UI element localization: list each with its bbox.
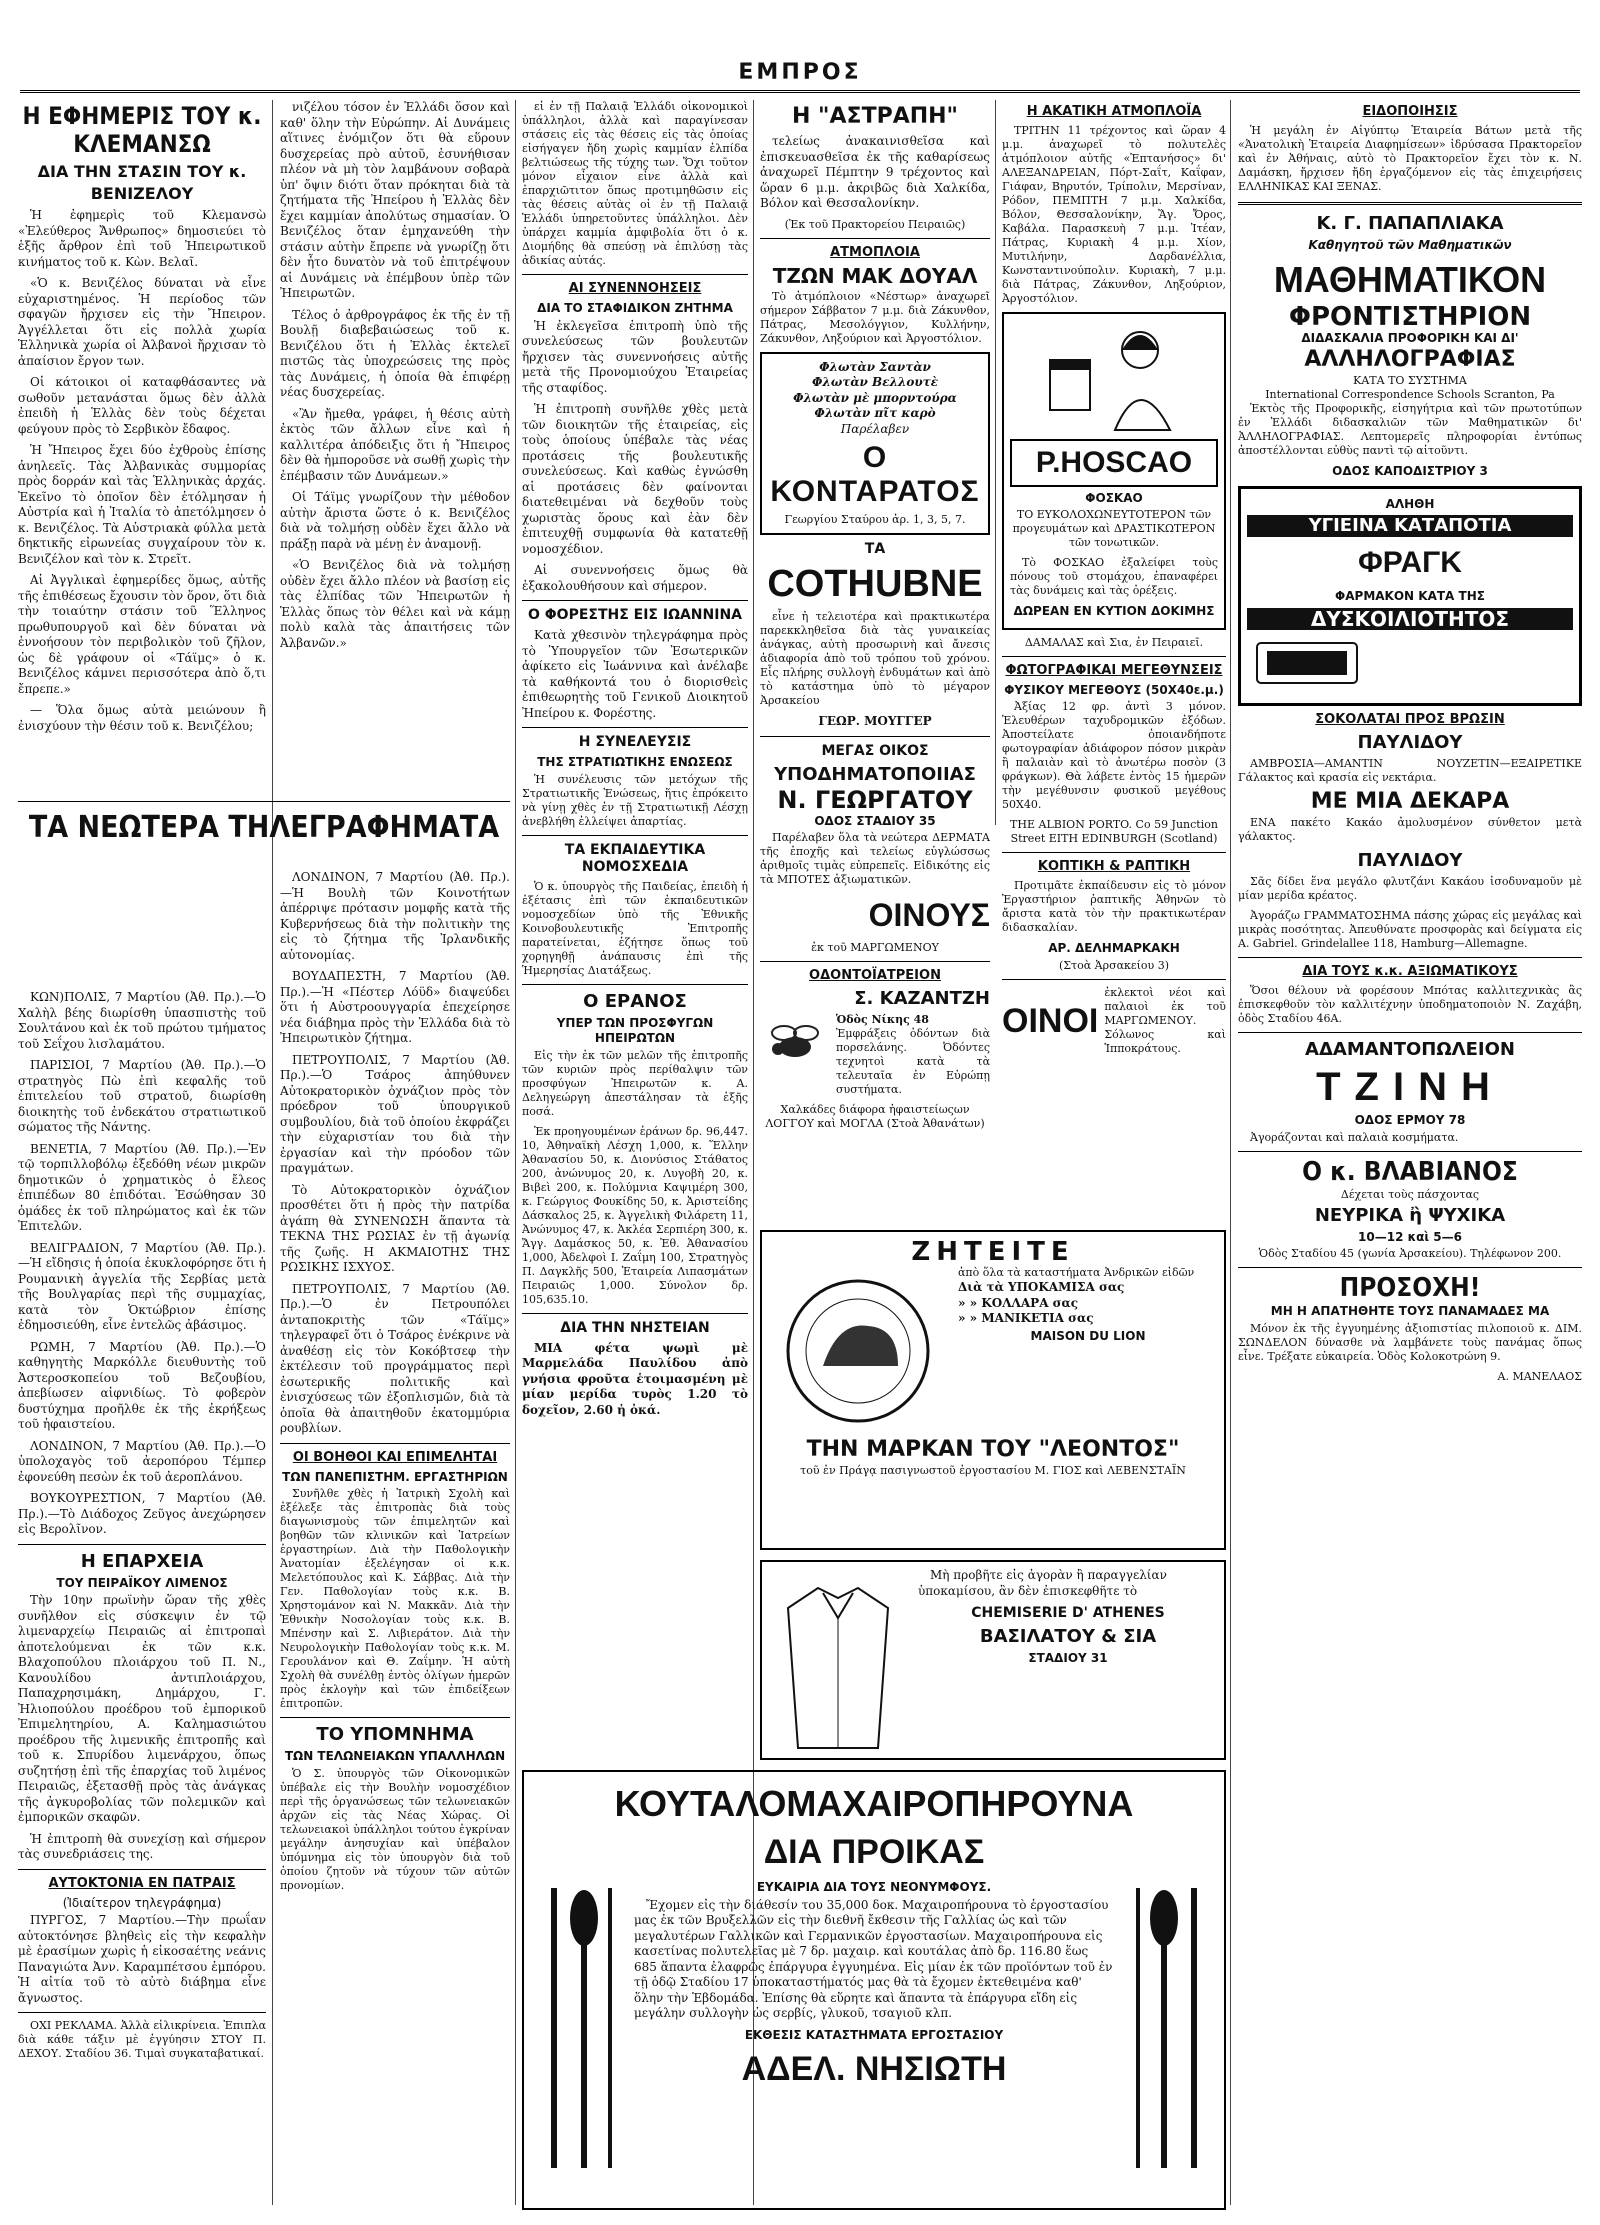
telegram: ΛΟΝΔΙΝΟΝ, 7 Μαρτίου (Ἀθ. Πρ.).—Ὁ ὑπολοχαγὸς τοῦ ἀεροπόρου Τέμπερ ἐφονεύθη πεσὼν ἐκ τοῦ ἀεροπλάνου. <box>18 1438 266 1484</box>
officers-text: Ὅσοι θέλουν νὰ φορέσουν Μπότας καλλιτεχνικὰς ἂς ἐπισκεφθοῦν τὸν καλλιτέχνην ὑποδηματοποιὸν Ν. Ζαχάβη, ὁδὸς Σταδίου 46Α. <box>1238 984 1582 1025</box>
article-paragraph: νιζέλου τόσον ἐν Ἑλλάδι ὅσον καὶ καθ' ὅλην τὴν Εὐρώπην. Αἱ Δυνάμεις αἵτινες ἐνόμιζον ὅτι θὰ εὕρουν δυσχερείας πρὸ αὐτοῦ, ἐσυνήθισαν πλέον νὰ μὴ τὸν λαμβάνουν σοβαρὰ ὑπ' ὄψιν διότι ὅταν πρόκηται διὰ τὰ ζητήματα τῆς Ἠπείρου ἡ Ἑλλὰς δὲν ἔχει καμμίαν ἀπολύτως σημασίαν. Ὁ Βενιζέλος ὅταν ἐμηχανεύθη τὴν στάσιν αὐτὴν ἔπρεπε νὰ γνωρίζῃ ὅτι δὲν ἦτο δυνατὸν νὰ τοῦ ἐπιτρέψουν αἱ Δυνάμεις νὰ ἐπέμβουν ὑπὲρ τῶν Ἠπειρωτῶν. <box>280 100 510 300</box>
vlavianos-hours: 10—12 καὶ 5—6 <box>1358 1229 1462 1244</box>
port-headline: Η ΕΠΑΡΧΕΙΑ <box>80 1550 204 1572</box>
bee-illustration <box>760 1013 830 1073</box>
attention-subheadline: ΜΗ Η ΑΠΑΤΗΘΗΤΕ ΤΟΥΣ ΠΑΝΑΜΑΔΕΣ ΜΑ <box>1270 1304 1550 1318</box>
chemiserie-text: Μὴ προβῆτε εἰς ἀγορὰν ἢ παραγγελίαν ὑποκαμίσου, ἂν δὲν ἐπισκεφθῆτε τὸ <box>918 1568 1167 1598</box>
assembly-headline: Η ΣΥΝΕΛΕΥΣΙΣ <box>578 734 692 750</box>
georgatos-name: Ν. ΓΕΩΡΓΑΤΟΥ <box>777 785 973 814</box>
column-5 <box>1002 100 1226 1230</box>
wines-word: ΟΙΝΟΙ <box>1002 1001 1099 1040</box>
fundraiser-subheadline: ΥΠΕΡ ΤΩΝ ΠΡΟΣΦΥΓΩΝ ΗΠΕΙΡΩΤΩΝ <box>556 1015 714 1045</box>
article-paragraph: Ὁ κ. ὑπουργὸς τῆς Παιδείας, ἐπειδὴ ἡ ἐξέτασις ἐπὶ τῶν ἐκπαιδευτικῶν νομοσχεδίων ὑπὸ τῆς Ἐθνικῆς Κοινοβουλευτικῆς Ἐπιτροπῆς παρατείνεται, ἐζήτησε ὅπως τοῦ χορηγηθῇ ἀνάπαυσις ἐπὶ τῆς Ἡμερησίας Διατάξεως. <box>522 879 748 977</box>
fabric-line: Φλωτὰν πῖτ καρὸ <box>814 406 936 420</box>
article-paragraph: Οἱ κάτοικοι οἱ καταφθάσαντες νὰ σωθοῦν μετανάσται ὅμως δὲν ἀλλὰ ἐπειδὴ ἡ Ἑλλὰς δὲν τοὺς δέχεται φεύγουν πρὸς τὸ Σερβικὸν ἔδαφος. <box>18 375 266 436</box>
icc-label: International Correspondence Schools Scranton, Pa <box>1265 388 1555 401</box>
frank-sub: ΦΑΡΜΑΚΟΝ ΚΑΤΑ ΤΗΣ <box>1335 589 1485 603</box>
lion-brand-ad <box>760 1230 1226 1550</box>
kontaratos-ad <box>760 352 990 536</box>
akt-text: ΤΡΙΤΗΝ 11 τρέχοντος καὶ ὥραν 4 μ.μ. ἀναχωρεῖ τὸ πολυτελὲς ἀτμόπλοιον αὐτῆς «Ἑπτανήσος» δι' ΑΛΕΞΑΝΔΡΕΙΑΝ, Πόρτ-Σαΐτ, Καΐφαν, Γιάφαν, Βηρυτόν, Τρίπολιν, Μερσίναν, Ρόδον, ΠΕΜΠΤΗ 7 μ.μ. Χαλκίδα, Βόλον, Θεσσαλονίκην, Ἅγ. Ὄρος, Καβάλα. Παρασκευὴ 7 μ.μ. Ἰτέαν, Πάτρας, Κυριακὴ 4 μ.μ. Χίον, Μυτιλήνην, Δαρδανέλλια, Κωνσταντινούπολιν. Κυριακὴ, 7 μ.μ. διὰ Πάτρας, Ζάκυνθον, Ληξούριον, Ἀργοστόλιον. <box>1002 124 1226 305</box>
column-rule <box>995 100 996 825</box>
column-6 <box>1238 100 1582 2200</box>
phoscao-free: ΔΩΡΕΑΝ ΕΝ ΚΥΤΙΟΝ ΔΟΚΙΜΗΣ <box>1013 604 1215 618</box>
furniture-ad: ΟΧΙ ΡΕΚΛΑΜΑ. Ἀλλὰ εἰλικρίνεια. Ἐπιπλα διὰ κάθε τάξιν μὲ ἐγγύησιν ΣΤΟΥ Π. ΔΕΧΟΥ. Σταδίου 36. Τιμαὶ συγκαταβατικαί. <box>18 2019 266 2060</box>
raisin-subheadline: ΔΙΑ ΤΟ ΣΤΑΦΙΔΙΚΟΝ ΖΗΤΗΜΑ <box>537 301 733 315</box>
article-paragraph: Ἡ Ἤπειρος ἔχει δύο ἐχθροὺς ἐπίσης ἀνηλεεῖς. Τὰς Ἀλβανικὰς συμμορίας πρὸς δορράν καὶ τὰς Ἑλληνικὰς ἀρχάς. Ἐκεῖνο τὸ ὁποῖον δὲν ἐτόλμησαν ἡ Αὐστρία καὶ ἡ Ἰταλία τὸ ἀπετόλμησεν ὁ κ. Βενιζέλος. Τὰ Αὐστριακὰ φύλλα μετὰ δηκτικῆς εἰρωνείας συγχαίρουν τὸν κ. Βενιζέλον καὶ τὸν κ. Στρεῖτ. <box>18 443 266 566</box>
clemenceau-subheadline: ΔΙΑ ΤΗΝ ΣΤΑΣΙΝ ΤΟΥ κ. ΒΕΝΙΖΕΛΟΥ <box>37 162 247 203</box>
notice-headline: ΕΙΔΟΠΟΙΗΣΙΣ <box>1362 104 1458 119</box>
lion-item: Διὰ τὰ ΥΠΟΚΑΜΙΣΑ σας <box>958 1280 1125 1294</box>
article-paragraph: Οἱ Τάϊμς γνωρίζουν τὴν μέθοδον αὐτὴν ἄριστα ὥστε ὁ κ. Βενιζέλος διὰ νὰ τολμήσῃ οὐδὲν ἔχει ἄλλο νὰ πράξῃ παρὰ νὰ μένῃ ἐν ἀναμονῇ. <box>280 490 510 551</box>
jeweller-name: ΤΖΙΝΗ <box>1316 1065 1504 1109</box>
cutlery-illustration-left <box>534 1878 624 2178</box>
papapliaka-name: Κ. Γ. ΠΑΠΑΠΛΙΑΚΑ <box>1316 213 1504 234</box>
officers-headline: ΔΙΑ ΤΟΥΣ κ.κ. ΑΞΙΩΜΑΤΙΚΟΥΣ <box>1302 964 1518 979</box>
telegram: ΚΩΝ)ΠΟΛΙΣ, 7 Μαρτίου (Ἀθ. Πρ.).—Ὁ Χαλὴλ βέης διωρίσθη ὑπασπιστὴς τοῦ Σουλτάνου καὶ ἐκ τοῦ πρώτου τμήματος τοῦ Σεΐχου λισλαμάτου. <box>18 990 266 1051</box>
jeweller-headline: ΑΔΑΜΑΝΤΟΠΩΛΕΙΟΝ <box>1305 1039 1515 1060</box>
cothurne-label: ΤΑ <box>864 541 886 557</box>
fabric-line: Φλωτὰν Σαντὰν <box>819 359 931 374</box>
dentist-footer: Χαλκάδες διάφορα ἡφαιστείωςων ΛΟΓΓΟΥ καὶ ΜΟΓΛΑ (Στοὰ Ἀθανάτων) <box>765 1103 985 1130</box>
astrapi-headline: Η "ΑΣΤΡΑΠΗ" <box>791 104 959 129</box>
column-rule <box>515 100 516 2205</box>
article-paragraph: «Ὁ Βενιζέλος διὰ νὰ τολμήσῃ οὐδὲν ἔχει ἄλλο πλέον νὰ βασίσῃ εἰς τὰς ἐλπίδας τῶν Ἠπειρωτῶν ἡ Ἑλλὰς ὅπως τὸν θέλει καὶ νὰ κάμῃ πολὺ καλὰ τὰς ἀπαιτήσεις τῶν Ἀλβανῶν.» <box>280 558 510 650</box>
lion-headline: ΖΗΤΕΙΤΕ <box>911 1237 1075 1267</box>
cothurne-text: εἶνε ἡ τελειοτέρα καὶ πρακτικωτέρα παρεκκληθεῖσα διὰ τὰς γυναικείας ἀνάγκας, αὐτὴ προσωρινὴ καὶ ἄνεσις ἀδιαφορία ἀπὸ τοῦ τρόπου τοῦ χρόνου. Εἶς πλήρης συλλογὴ ἐνδυμάτων καὶ ἀπὸ τὸ κατάστημα ὑπὸ τὸ μέγαρον Ἀρσακείου <box>760 610 990 707</box>
forestis-headline: Ο ΦΟΡΕΣΤΗΣ ΕΙΣ ΙΩΑΝΝΙΝΑ <box>527 607 743 623</box>
article-paragraph: εἰ ἐν τῇ Παλαιᾷ Ἑλλάδι οἰκονομικοὶ ὑπάλληλοι, ἀλλὰ καὶ παραγίνεσαν στάσεις εἰς τὰς θέσεις εἰς τὰς ὁποίας εἰσήγαγεν ἤδη χωρὶς καμμίαν ἐλπίδα βελτιώσεως τῆς τύχης των. Ὅχι τοῦτον μόνον εἶχαιον εἶνε ἀλλὰ καὶ ἐπαρχιῶτιτον ὅπως προτιμηθῶσιν εἰς τὰς θέσεις αὐτὰς οἱ ἐν τῇ Παλαιᾷ Ἑλλάδι ὑπηρετοῦντες ὑπάλληλοι. Δὲν ὑπάρχει καμμία ἀμφιβολία ὅτι ὁ κ. Διομήδης θὰ σπεύσῃ νὰ ἐπιλύσῃ τὰς ἀδικίας αὐτάς. <box>522 100 748 267</box>
phoscao-sub: ΦΟΣΚΑΟ <box>1085 490 1143 505</box>
assembly-subheadline: ΤΗΣ ΣΤΡΑΤΙΩΤΙΚΗΣ ΕΝΩΣΕΩΣ <box>537 755 733 769</box>
assistants-headline: ΟΙ ΒΟΗΘΟΙ ΚΑΙ ΕΠΙΜΕΛΗΤΑΙ <box>292 1449 498 1465</box>
cothurne-name: COTHUBNE <box>767 563 983 605</box>
raisin-headline: ΑΙ ΣΥΝΕΝΝΟΗΣΕΙΣ <box>568 281 702 296</box>
article-paragraph: «Ἂν ἤμεθα, γράφει, ἡ θέσις αὐτὴ ἐκτὸς τῶν ἄλλων εἶνε καὶ ἡ καλλιτέρα ἀπόδειξις ὅτι ἡ Ἤπειρος δὲν θὰ ἠμποροῦσε νὰ σωθῇ χωρὶς τὴν ἐπέμβασιν τῶν Δυνάμεων.» <box>280 406 510 483</box>
phoscao-text: ΤΟ ΕΥΚΟΛΟΧΩΝΕΥΤΟΤΕΡΟΝ τῶν προγευμάτων καὶ ΔΡΑΣΤΙΚΩΤΕΡΟΝ τῶν τονωτικῶν. <box>1012 508 1216 549</box>
column-rule <box>1230 100 1231 2205</box>
akt-headline: Η ΑΚΑΤΙΚΗ ΑΤΜΟΠΛΟΪΑ <box>1026 104 1202 119</box>
telegrams-header-block <box>18 795 510 855</box>
received-label: Παρέλαβεν <box>840 421 910 436</box>
chocolate-headline: ΣΟΚΟΛΑΤΑΙ ΠΡΟΣ ΒΡΩΣΙΝ <box>1315 712 1505 727</box>
lion-seal-illustration <box>768 1266 948 1436</box>
lion-item: » » ΚΟΛΛΑΡΑ σας <box>958 1295 1079 1310</box>
masthead-rule <box>20 90 1580 93</box>
column-2-lower <box>280 870 510 2200</box>
chemiserie-owner: ΒΑΣΙΛΑΤΟΥ & ΣΙΑ <box>979 1626 1157 1647</box>
chocolate-brand: ΠΑΥΛΙΔΟΥ <box>1357 732 1463 753</box>
article-paragraph: Συνῆλθε χθὲς ἡ Ἰατρικὴ Σχολὴ καὶ ἐξέλεξε τὰς ἐπιτροπὰς διὰ τοὺς διαγωνισμοὺς τῶν ἐπιμελητῶν καὶ βοηθῶν τῶν κλινικῶν καὶ Ἰατρείων ἐργαστηρίων. Διὰ τὴν Παθολογικὴν Ἀνατομίαν ἐξελέγησαν οἱ κ.κ. Μελετόπουλος καὶ Κ. Σάββας. Διὰ τὴν Γεν. Παθολογίαν τοὺς κ.κ. Β. Χρηστομάνον καὶ Ν. Μακκᾶν. Διὰ τὴν Ἐθνικὴν Νοσολογίαν τοὺς κ.κ. Β. Μπένσην καὶ Σ. Λιβιεράτον. Διὰ τὴν Νευρολογικὴν Παθολογίαν τοὺς κ.κ. Μ. Γερουλάνον καὶ Θ. Ζαΐμην. Ἡ αὐτὴ Σχολὴ θὰ συνέλθῃ ἐντὸς ὀλίγων ἡμερῶν πρὸς ἐκλογὴν καὶ τῶν ἐπιδείξεων ἐπιτροπῶν. <box>280 1487 510 1710</box>
tailoring-text: Προτιμᾶτε ἐκπαίδευσιν εἰς τὸ μόνον Ἐργαστήριον ῥαπτικῆς Ἀθηνῶν τὸ ἄριστα κατὰ τὸν τὴν πρακτικωτέραν διδασκαλίαν. <box>1002 879 1226 934</box>
photo-text: Ἀξίας 12 φρ. ἀντὶ 3 μόνον. Ἐλευθέρων ταχυδρομικῶν ἐξόδων. Ἀποστείλατε ὁποιανδήποτε φωτογραφίαν ἀδιάφορον πόσον μικρὰν ἢ παλαιὰν καὶ τὸ ἀνωτέρω ποσὸν (3 φράγκων). Θὰ λάβετε ἐντὸς 15 ἡμερῶν τὴν μεγέθυνσιν φυσικοῦ μεγέθους 50Χ40. <box>1002 700 1226 811</box>
stamps-ad: Ἀγοράζω ΓΡΑΜΜΑΤΟΣΗΜΑ πάσης χώρας εἰς μεγάλας καὶ μικρὰς ποσότητας. Ἀπευθύνατε προσφορὰς καὶ δείγματα εἰς A. Gabriel. Grindelallee 118, Hamburg—Allemagne. <box>1238 909 1582 950</box>
fabric-line: Φλωτὰν Βελλουτὲ <box>811 375 939 389</box>
dentist-name: Σ. ΚΑΖΑΝΤΖΗ <box>854 988 990 1009</box>
article-paragraph: Ἡ συνέλευσις τῶν μετόχων τῆς Στρατιωτικῆς Ἑνώσεως, ἥτις ἐπρόκειτο νὰ γίνῃ χθὲς ἐν τῇ Στρατιωτικῇ Λέσχῃ ἀνεβλήθη ἐλλείψει ἀπαρτίας. <box>522 772 748 828</box>
frank-pills-ad <box>1238 486 1582 707</box>
patras-headline: ΑΥΤΟΚΤΟΝΙΑ ΕΝ ΠΑΤΡΑΙΣ <box>48 1875 236 1891</box>
cothurne-signature: ΓΕΩΡ. ΜΟΥΓΓΕΡ <box>818 714 932 728</box>
article-paragraph: Ὁ Σ. ὑπουργὸς τῶν Οἰκονομικῶν ὑπέβαλε εἰς τὴν Βουλὴν νομοσχέδιον περὶ τῆς ὀργανώσεως τῶν τελωνειακῶν ἀρχῶν εἰς τὰς Νέας Χώρας. Οἱ τελωνειακοὶ ὑπάλληλοι τούτου ἐγκρίναν μεγάλην ἀνησυχίαν καὶ ὑπέβαλον ὑπόμνημα εἰς τὸν ὑπουργὸν διὰ τοῦ ὁποίου ζητοῦν νὰ τύχουν τῶν αὐτῶν προνομίων. <box>280 1766 510 1892</box>
tailoring-headline: ΚΟΠΤΙΚΗ & ΡΑΠΤΙΚΗ <box>1037 859 1191 874</box>
cutlery-headline: ΚΟΥΤΑΛΟΜΑΧΑΙΡΟΠΗΡΟΥΝΑ <box>614 1783 1134 1824</box>
wines-word: ΟΙΝΟΥΣ <box>868 897 990 933</box>
vlavianos-name: Ο κ. ΒΛΑΒΙΑΝΟΣ <box>1302 1156 1518 1187</box>
frank-dys: ΔΥΣΚΟΙΛΙΟΤΗΤΟΣ <box>1247 608 1573 630</box>
dentist-headline: ΟΔΟΝΤΟΪΑΤΡΕΙΟΝ <box>809 968 941 983</box>
fabric-line: Φλωτὰν μὲ μπορντούρα <box>793 390 957 405</box>
papapliaka-title: Καθηγητοῦ τῶν Μαθηματικῶν <box>1308 238 1512 252</box>
cocoa-text: Σᾶς δίδει ἕνα μεγάλο φλυτζάνι Κακάου ἰσοδυναμοῦν μὲ μίαν μερίδα κρέατος. <box>1238 875 1582 902</box>
kontaratos-address: Γεωργίου Σταύρου ἀρ. 1, 3, 5, 7. <box>784 513 966 526</box>
woman-illustration <box>1010 320 1210 430</box>
telegram: Τὸ Αὐτοκρατορικὸν ὀχνάζιον προσθέτει ὅτι ἡ πρὸς τὴν πατρίδα ἀγάπη θὰ ΣΥΝΕΝΩΣΗ ἅπαντα τὰ ΤΕΚΝΑ ΤΗΣ ΡΩΣΙΑΣ ἐν τῇ ἀγωνίᾳ τῆς ζωῆς. Η ΑΚΜΑΙΟΤΗΣ ΤΗΣ ΡΩΣΙΚΗΣ ΙΣΧΥΟΣ. <box>280 1182 510 1274</box>
telegram: ΛΟΝΔΙΝΟΝ, 7 Μαρτίου (Ἀθ. Πρ.).—Ἡ Βουλὴ τῶν Κοινοτήτων ἀπέρριψε πρότασιν μομφῆς κατὰ τῆς Κυβερνήσεως διὰ τὴν πολιτικὴν της εἰς τὸ ζήτημα τῆς Ἰρλανδικῆς αὐτονομίας. <box>280 870 510 962</box>
dentist-text: Ἐμφράξεις ὀδόντων διὰ πορσελάνης. Ὀδόντες τεχνητοὶ κατὰ τὰ τελευταῖα ἐν Εὐρώπῃ συστήματα. <box>836 1027 990 1096</box>
column-rule <box>272 100 273 2205</box>
dekara-headline: ΜΕ ΜΙΑ ΔΕΚΑΡΑ <box>1310 789 1510 814</box>
photo-address: THE ALBION PORTO. Co 59 Junction Street EITH EDINBURGH (Scotland) <box>1010 818 1218 845</box>
lion-brand-line: ΤΗΝ ΜΑΡΚΑΝ ΤΟΥ "ΛΕΟΝΤΟΣ" <box>806 1437 1180 1462</box>
frank-headline: ΥΓΙΕΙΝΑ ΚΑΤΑΠΟΤΙΑ <box>1247 515 1573 537</box>
cutlery-subheadline: ΔΙΑ ΠΡΟΙΚΑΣ <box>763 1833 985 1871</box>
cutlery-text: Ἔχομεν εἰς τὴν διάθεσίν του 35,000 δοκ. Μαχαιροπήρουνα τὸ ἐργοστασίου μας ἐκ τῶν Βρυξελλῶν εἰς τὴν διεθνῆ ἔκθεσιν τῆς Γαλλίας ὡς καὶ τῶν μεγαλυτέρων Γαλλικῶν καὶ Γερμανικῶν ἐργοστασίων. Μαχαιροπήρουνα εἰς κασετίνας πολυτελεῖας μὲ 7 δρ. μαχαιρ. καὶ κουτάλας ἀπὸ δρ. 116.80 ἕως 685 ἅπαντα ἐλαφρῶς ἐπάργυρα ἐγγυημένα. Εἰς μίαν ἐκ τῶν προϊόντων τοῦ ἐν τῇ ὁδῷ Σταδίου 17 ὑποκαταστήματός μας θὰ τὰ ἔχομεν ἐκτεθειμένα καθ' ὅλην τὴν Ἑβδομάδα. Ἐπίσης θὰ εὕρητε καὶ ἅπαντα τὰ ἐπάργυρα εἴδη εἰς μεγάλην συλλογὴν ὡς σερβίς, γλυκοῦ, τσαγιοῦ κλπ. <box>634 1897 1113 2020</box>
column-3 <box>522 100 748 1417</box>
article-paragraph: Ἡ ἐπιτροπὴ συνῆλθε χθὲς μετὰ τῶν διοικητῶν τῆς ἑταιρείας, εἰς τοὺς ὁποίους ὑπέβαλε τὰς νέας προτάσεις τῆς βουλευτικῆς συνελεύσεως. Καὶ καθὼς ἐγνώσθη αἱ προτάσεις δὲν φαίνονται διατεθειμέναι νὰ δεχθοῦν τοὺς χωριστὰς ὅρους καὶ ἐὰν δὲν ἐπιτευχθῇ συμφωνία θὰ κατατεθῇ νομοσχέδιον. <box>522 402 748 556</box>
education-headline: ΤΑ ΕΚΠΑΙΔΕΥΤΙΚΑ ΝΟΜΟΣΧΕΔΙΑ <box>564 841 706 875</box>
cutlery-lead: ΕΥΚΑΙΡΙΑ ΔΙΑ ΤΟΥΣ ΝΕΟΝΥΜΦΟΥΣ. <box>756 1880 992 1894</box>
tailoring-address: (Στοὰ Ἀρσακείου 3) <box>1058 958 1170 972</box>
port-subheadline: ΤΟΥ ΠΕΙΡΑΪΚΟΥ ΛΙΜΕΝΟΣ <box>56 1575 228 1590</box>
notice-text: Ἡ μεγάλη ἐν Αἰγύπτῳ Ἑταιρεία Βάτων μετὰ τῆς «Ἀνατολικὴ Ἑταιρεία Διαφημίσεων» ἱδρύσασα Πρακτορεῖον καὶ ἐν Ἀθήναις, αὐτὸ τὸ Πρακτορεῖον ἔχει τὸν κ. Ν. Δαμάσκη, ἤρχισεν ἤδη ἐργαζόμενον εἰς τὰς ἐπιχειρήσεις ΕΛΛΗΝΙΚΑΣ ΚΑΙ ΞΕΝΑΣ. <box>1238 124 1582 193</box>
steamship-headline: ΑΤΜΟΠΛΟΙΑ <box>830 244 920 260</box>
article-paragraph: τελείως ἀνακαινισθεῖσα καὶ ἐπισκευασθεῖσα ἐκ τῆς καθαρίσεως ἀναχωρεῖ Πέμπτην 9 τρέχοντος καὶ ὥραν 6 μ.μ. ἀκριβῶς διὰ Χαλκίδα, Βόλον καὶ Θεσσαλονίκην. <box>760 134 990 210</box>
article-paragraph: Αἱ συνεννοήσεις ὅμως θὰ ἐξακολουθήσουν καὶ σήμερον. <box>522 563 748 593</box>
donations-list: Ἐκ προηγουμένων ἐράνων δρ. 96,447. 10, Ἀθηναϊκὴ Λέσχη 1,000, κ. Ἕλλην Ἀθανασίου 50, κ. Διονύσιος Στάθατος 200, ἀνώνυμος 20, κ. Λυγοβὴ 20, κ. Βιβεὶ 200, κ. Πολύμνια Καψιμέρη 300, κ. Γεώργιος Φουκίδης 50, κ. Ἀριστείδης Δάσκαλος 25, κ. Ἀγγελικὴ Φιλάρετη 11, Ἀνώνυμος 47, κ. Ἀκλέα Σερπιέρη 300, κ. Ἄγγ. Δαμάσκος 50, κ. Ἐθ. Ἀθανασίου 1,000, Ἀδελφοὶ Ι. Ζαΐμη 100, Στρατηγὸς Π. Δαγκλῆς 500, Ἑταιρεία Λιπασμάτων Πειραιῶς 1,000. Σύνολον δρ. 105,635.10. <box>522 1124 748 1306</box>
macdouall-name: ΤΖΩΝ ΜΑΚ ΔΟΥΑΛ <box>772 263 978 288</box>
math-word: ΜΑΘΗΜΑΤΙΚΟΝ <box>1273 258 1547 300</box>
article-paragraph: Τέλος ὁ ἀρθρογράφος ἐκ τῆς ἐν τῇ Βουλῇ διαβεβαιώσεως τοῦ κ. Βενιζέλου ὅτι ἡ Ἑλλὰς ἐκτελεῖ πιστῶς τὰς ὑποχρεώσεις της πρὸς τὰς Δυνάμεις, ἡ ὁποία θὰ ἐπιφέρῃ νέας δυσχερείας. <box>280 307 510 399</box>
correspondence-word: ΑΛΛΗΛΟΓΡΑΦΙΑΣ <box>1304 347 1516 372</box>
phoscao-text: Τὸ ΦΟΣΚΑΟ ἐξαλείφει τοὺς πόνους τοῦ στομάχου, ἐπαναφέρει τὰς δυνάμεις καὶ τὰς ὀρέξεις. <box>1010 556 1218 597</box>
frontistirion-sub: ΔΙΔΑΣΚΑΛΙΑ ΠΡΟΦΟΡΙΚΗ ΚΑΙ ΔΙ' <box>1301 330 1519 345</box>
column-4 <box>760 100 990 1230</box>
phoscao-address: ΔΑΜΑΛΑΣ καὶ Σια, ἐν Πειραιεῖ. <box>1024 635 1204 649</box>
lion-text: ἀπὸ ὅλα τὰ καταστήματα Ἀνδρικῶν εἰδῶν <box>958 1266 1195 1279</box>
tailoring-name: ΑΡ. ΔΕΛΗΜΑΡΚΑΚΗ <box>1048 941 1180 955</box>
lion-item: » » ΜΑΝΙΚΕΤΙΑ σας <box>958 1311 1094 1325</box>
lion-brand-sub: τοῦ ἐν Πράγᾳ πασιγνωστοῦ ἐργοστασίου Μ. ΓΙΟΣ καὶ ΛΕΒΕΝΣΤΑΪΝ <box>800 1464 1186 1477</box>
shirt-illustration <box>768 1568 908 1753</box>
telegram: ΠΕΤΡΟΥΠΟΛΙΣ, 7 Μαρτίου (Ἀθ. Πρ.).—Ὁ Τσάρος ἀπηύθυνεν Αὐτοκρατορικὸν ὀχνάζιον πρὸς τὸν πρόεδρον τοῦ ὑπουργικοῦ συμβουλίου, διὰ τοῦ ὁποίου ἐκφράζει τὴν εὐχαριστίαν του διὰ τὴν ἐργασίαν καὶ τὴν πρόοδον τῶν πραγμάτων. <box>280 1052 510 1175</box>
telegram: ΠΑΡΙΣΙΟΙ, 7 Μαρτίου (Ἀθ. Πρ.).—Ὁ στρατηγὸς Πὼ ἐπὶ κεφαλῆς τοῦ ἐπιτελείου τοῦ στρατοῦ, διωρίσθη διοικητὴς τοῦ ἐνδεκάτου στρατιωτικοῦ σώματος τῆς Νάντης. <box>18 1058 266 1134</box>
photo-headline: ΦΩΤΟΓΡΑΦΙΚΑΙ ΜΕΓΕΘΥΝΣΕΙΣ <box>1005 662 1223 678</box>
telegram: ΒΟΥΔΑΠΕΣΤΗ, 7 Μαρτίου (Ἀθ. Πρ.).—Ἡ «Πέστερ Λόϋδ» διαψεύδει ὅτι ἡ Αὐστροουγγαρία ἐπεχείρησε νέα διάβημα πρὸς τὴν Ἑλλάδα διὰ τὸ Ἠπειρωτικὸν ζήτημα. <box>280 969 510 1045</box>
telegrams-headline: ΤΑ ΝΕΩΤΕΡΑ ΤΗΛΕΓΡΑΦΗΜΑΤΑ <box>28 810 500 845</box>
assistants-subheadline: ΤΩΝ ΠΑΝΕΠΙΣΤΗΜ. ΕΡΓΑΣΤΗΡΙΩΝ <box>282 1469 508 1484</box>
telegram: ΒΕΝΕΤΙΑ, 7 Μαρτίου (Ἀθ. Πρ.).—Ἐν τῷ τορπιλλοβόλῳ ἐξεδόθη νέων μικρῶν δημοτικῶν ὁ χρηματικὸς ὁ ἔλεος ἐπιπέδων 80 ἐπιδόται. Ἐσώθησαν 30 ὁμάδες ἐκ τοῦ πληρώματος καὶ ἐκ τῶν Ἐπιτελῶν. <box>18 1141 266 1233</box>
article-paragraph: — Ὅλα ὅμως αὐτὰ μειώνουν ἢ ἐνισχύουν τὴν θέσιν τοῦ κ. Βενιζέλου; <box>18 703 266 733</box>
system-label: ΚΑΤΑ ΤΟ ΣΥΣΤΗΜΑ <box>1353 374 1467 387</box>
georgatos-address: ΟΔΟΣ ΣΤΑΔΙΟΥ 35 <box>814 813 936 828</box>
cutlery-illustration-right <box>1124 1878 1214 2178</box>
lion-seal-text: MAISON DU LION <box>1030 1328 1146 1343</box>
attention-headline: ΠΡΟΣΟΧΗ! <box>1339 1273 1481 1303</box>
shoe-house-subheadline: ΥΠΟΔΗΜΑΤΟΠΟΙΙΑΣ <box>774 763 976 785</box>
article-paragraph: Κατὰ χθεσινὸν τηλεγράφημα πρὸς τὸ Ὑπουργεῖον τῶν Ἐσωτερικῶν ἀφίκετο εἰς Ἰωάννινα καὶ ἀνέλαβε τὰ καθήκοντά του ὁ διορισθεὶς ἐπιθεωρητὴς τοῦ Γενικοῦ Διοικητοῦ Ἠπείρου κ. Φορέστης. <box>522 628 748 720</box>
photo-subheadline: ΦΥΣΙΚΟΥ ΜΕΓΕΘΟΥΣ (50Χ40ε.μ.) <box>1004 682 1224 697</box>
patras-subheadline: (Ἰδιαίτερον τηλεγράφημα) <box>62 1895 222 1910</box>
chocolate-text: ΑΜΒΡΟΣΙΑ—ΑΜΑΝΤΙΝ ΝΟΥΖΕΤΙΝ—ΕΞΑΙΡΕΤΙΚΕ Γάλακτος καὶ κρασία εἰς νεκτάρια. <box>1238 757 1582 784</box>
chemiserie-address: ΣΤΑΔΙΟΥ 31 <box>1028 1651 1108 1665</box>
frank-top: ΑΛΗΘΗ <box>1385 496 1435 511</box>
article-note: (Ἐκ τοῦ Πρακτορείου Πειραιῶς) <box>784 217 966 231</box>
cutlery-ad <box>522 1770 1226 2210</box>
wines-text: ἐκλεκτοὶ νέοι καὶ παλαιοὶ ἐκ τοῦ ΜΑΡΓΩΜΕΝΟΥ. Σόλωνος καὶ Ἱπποκράτους. <box>1104 985 1226 1055</box>
vlavianos-address: Ὁδὸς Σταδίου 45 (γωνία Ἀρσακείου). Τηλέφωνον 200. <box>1258 1247 1562 1260</box>
article-paragraph: Τὸ ἀτμόπλοιον «Νέστωρ» ἀναχωρεῖ σήμερον Σάββατον 7 μ.μ. διὰ Ζάκυνθον, Πάτρας, Μεσολόγγιον, Κυλλήνην, Ζάκυνθον, Ληξούριον καὶ Ἀργοστόλιον. <box>760 289 990 345</box>
telegram: ΒΟΥΚΟΥΡΕΣΤΙΟΝ, 7 Μαρτίου (Ἀθ. Πρ.).—Τὸ Διάδοχος Ζεῦγος ἀνεχώρησεν εἰς Βερολῖνον. <box>18 1491 266 1536</box>
dentist-address: Ὁδὸς Νίκης 48 <box>836 1013 929 1026</box>
papapliaka-address: ΟΔΟΣ ΚΑΠΟΔΙΣΤΡΙΟΥ 3 <box>1332 464 1488 478</box>
article-paragraph: Ἡ ἐπιτροπὴ θὰ συνεχίσῃ καὶ σήμερον τὰς συνεδριάσεις της. <box>18 1831 266 1861</box>
dekara-text: ΕΝΑ πακέτο Κακάο ἀμολυσμένον σύνθετον μετὰ γάλακτος. <box>1238 816 1582 843</box>
chemiserie-name: CHEMISERIE D' ATHENES <box>971 1605 1165 1621</box>
chemiserie-ad <box>760 1560 1226 1760</box>
marmalade-ad: ΜΙΑ φέτα ψωμὶ μὲ Μαρμελάδα Παυλίδου ἀπὸ γνήσια φροῦτα ἑτοιμασμένη μὲ μίαν μερίδα τυρὸς 1.20 τὸ δοχεῖον, 2.60 ἡ ὀκά. <box>522 1340 748 1417</box>
shoe-house-headline: ΜΕΓΑΣ ΟΙΚΟΣ <box>821 742 929 759</box>
article-paragraph: Ἡ ἐφημερὶς τοῦ Κλεμανσὼ «Ἐλεύθερος Ἄνθρωπος» δημοσιεύει τὸ ἑξῆς ἄρθρον ἐπὶ τοῦ Ἠπειρωτικοῦ κινήματος τοῦ κ. Κὼν. Βελαῖ. <box>18 208 266 269</box>
nisioti-brand: ΑΔΕΛ. ΝΗΣΙΩΤΗ <box>741 2050 1007 2088</box>
attention-text: Μόνον ἐκ τῆς ἐγγυημένης ἀξιοπιστίας πιλοποιοῦ κ. ΔΙΜ. ΣΩΝΔΕΛΟΝ δύνασθε νὰ λαμβάνετε τοὺς πανάμας ὅπως εἶνε. Τρέξατε εὐκαιρεία. Ὁδὸς Κολοκοτρώνη 9. <box>1238 1321 1582 1363</box>
article-paragraph: Τὴν 10ην πρωϊνὴν ὥραν τῆς χθὲς συνῆλθον εἰς σύσκεψιν ἐν τῷ λιμεναρχείῳ Πειραιῶς αἱ ἐπιτροπαὶ ἀποτελούμεναι ἐκ τῶν κ.κ. Βλαχοπούλου πλοιάρχου τοῦ Π. Ν., Κανουλίδου ἀντιπλοιάρχου, Παπαχρησιμάκη, Δημάρχου, Γ. Ἠλιοπούλου προέδρου τοῦ ἐμπορικοῦ Ἐπιμελητηρίου, Α. Καλημασιώτου προέδρου τῆς λιμενικῆς ἐπιτροπῆς καὶ τοῦ κ. Σπυρίδου λιμενάρχου, ὅπως συζητήσῃ ἐπὶ τῆς ἐπαρχίας τοῦ λιμένος Πειραιῶς, ἐξετασθῇ πρὸς τὰς ἀνάγκας τῆς ἀγκυροβολίας τῶν πολεμικῶν καὶ ἐμπορικῶν σκαφῶν. <box>18 1593 266 1824</box>
wines-sub: ἐκ τοῦ ΜΑΡΓΩΜΕΝΟΥ <box>811 941 939 954</box>
phoscao-ad <box>1002 312 1226 630</box>
telegram: ΠΕΤΡΟΥΠΟΛΙΣ, 7 Μαρτίου (Ἀθ. Πρ.).—Ὁ ἐν Πετρουπόλει ἀνταποκριτὴς τῶν «Τάϊμς» τηλεγραφεῖ ὅτι ὁ Τσάρος ἐνέκρινε νὰ ἀναθέσῃ εἰς τὸν Κοκόβτσεφ τὴν ἐκτέλεσιν τοῦ προγράμματος περὶ ἐσωτερικῆς πολιτικῆς καὶ ἐνισχύσεως τῶν ἐξοπλισμῶν, διὰ τὰ ὁποῖα θὰ ἀπαιτηθοῦν ἑκατομμύρια ρουβλίων. <box>280 1281 510 1435</box>
article-paragraph: Αἱ Ἀγγλικαὶ ἐφημερίδες ὅμως, αὐτῆς τῆς ἐπιθέσεως ἔχουσιν τὸν ὅρον, ὅτι διὰ τὴν τοιαύτην στάσιν τοῦ Ἕλληνος πρωθυπουργοῦ καὶ δὲν δύναται νὰ ἐννοήσουν τὸν περιβολικὸν τοῦ ζῆλον, ὡς δὲ γράφουν οἱ «Τάϊμς» ὁ κ. Βενιζέλος κάμνει περισσότερα ἀπὸ ὅ,τι ἔπρεπε.» <box>18 573 266 696</box>
jeweller-text: Ἀγοράζονται καὶ παλαιὰ κοσμήματα. <box>1250 1130 1459 1144</box>
kontaratos-name: Ο ΚΟΝΤΑΡΑΤΟΣ <box>770 441 980 508</box>
attention-signature: Α. ΜΑΝΕΛΑΟΣ <box>1497 1369 1582 1383</box>
jeweller-address: ΟΔΟΣ ΕΡΜΟΥ 78 <box>1354 1113 1466 1127</box>
fundraiser-headline: Ο ΕΡΑΝΟΣ <box>583 990 687 1012</box>
article-paragraph: Ἡ ἐκλεγεῖσα ἐπιτροπὴ ὑπὸ τῆς συνελεύσεως τῶν βουλευτῶν ἤρχισεν τὰς συνεννοήσεις αὐτῆς μετὰ τῆς Προνομιούχου Ἑταιρείας τῆς σταφίδος. <box>522 318 748 395</box>
cocoa-brand: ΠΑΥΛΙΔΟΥ <box>1357 850 1463 871</box>
clemenceau-headline: Η ΕΦΗΜΕΡΙΣ ΤΟΥ κ. ΚΛΕΜΑΝΣΩ <box>22 102 262 158</box>
telegram: ΡΩΜΗ, 7 Μαρτίου (Ἀθ. Πρ.).—Ὁ καθηγητὴς Μαρκόλλε διευθυντὴς τοῦ Ἀστεροσκοπείου τοῦ Βεζουβίου, ἀπεβίωσεν αἰφνιδίως. Τὸ φοβερὸν δυστύχημα προῆλθε ἐκ τῆς ἐκρήξεως τοῦ ἡφαιστείου. <box>18 1339 266 1431</box>
memo-subheadline: ΤΩΝ ΤΕΛΩΝΕΙΑΚΩΝ ΥΠΑΛΛΗΛΩΝ <box>284 1749 506 1763</box>
column-1 <box>18 100 266 2200</box>
article-paragraph: «Ὁ κ. Βενιζέλος δύναται νὰ εἶνε εὐχαριστημένος. Ἡ περίοδος τῶν σφαγῶν ἤρχισεν εἰς τὴν Ἤπειρον. Ἀγγέλλεται ὅτι εἰς πολλὰ χωρία Ἑλληνικὰ χωρία οἱ Ἀλβανοὶ ἤρχισαν τὸ ἀπαίσιον ἔργον των. <box>18 276 266 368</box>
pill-box-illustration <box>1247 633 1367 693</box>
vlavianos-specialty: ΝΕΥΡΙΚΑ ἢ ΨΥΧΙΚΑ <box>1314 1204 1506 1226</box>
article-paragraph: Εἰς τὴν ἐκ τῶν μελῶν τῆς ἐπιτροπῆς τῶν κυριῶν πρὸς περίθαλψιν τῶν προσφύγων Ἠπειρωτῶν κ. Α. Δεληγεώργη ἀπεστάλησαν τὰ ἑξῆς ποσά. <box>522 1048 748 1118</box>
papapliaka-text: Ἐκτὸς τῆς Προφορικῆς, εἰσηγήτρια καὶ τῶν πρωτοτύπων ἐν Ἑλλάδι διδασκαλιῶν τῶν Μαθηματικῶν δι' ἈΛΛΗΛΟΓΡΑΦΙΑΣ. Λεπτομερεῖς πληροφορίαι ἐντύπως ἀποστέλλονται εὐθὺς παντὶ τῷ αἰτοῦντι. <box>1238 402 1582 457</box>
cutlery-footer: ΕΚΘΕΣΙΣ ΚΑΤΑΣΤΗΜΑΤΑ ΕΡΓΟΣΤΑΣΙΟΥ <box>744 2027 1004 2042</box>
memo-headline: ΤΟ ΥΠΟΜΝΗΜΑ <box>316 1724 474 1745</box>
phoscao-name: P.HOSCAO <box>1010 439 1218 487</box>
article-paragraph: ΠΥΡΓΟΣ, 7 Μαρτίου.—Τὴν πρωΐαν αὐτοκτόνησε βληθεὶς εἰς τὴν κεφαλὴν μὲ ἐρασίμων χωρὶς ἡ εἰκοσαέτης νεάνις Παναγιώτα Ἀνν. Καραμπέτσου ἐμπόρου. Ἡ αἰτία τοῦ τὸ αὐτὸ διάβημα εἶνε ἄγνωστος. <box>18 1913 266 2005</box>
georgatos-text: Παρέλαβεν ὅλα τὰ νεώτερα ΔΕΡΜΑΤΑ τῆς ἐποχῆς καὶ τελείως εὐγλώσσως ἀριθμοῖς τιμὰς εὐπρεπεῖς. Εἰδικότης εἰς τὰ ΜΠΟΤΕΣ ἀξιωματικῶν. <box>760 831 990 886</box>
frank-name: ΦΡΑΓΚ <box>1358 546 1462 579</box>
frontistirion-word: ΦΡΟΝΤΙΣΤΗΡΙΟΝ <box>1288 301 1532 332</box>
vlavianos-text: Δέχεται τοὺς πάσχοντας <box>1340 1187 1480 1201</box>
lent-headline: ΔΙΑ ΤΗΝ ΝΗΣΤΕΙΑΝ <box>560 1319 710 1336</box>
masthead: ΕΜΠΡΟΣ <box>738 60 862 85</box>
telegram: ΒΕΛΙΓΡΑΔΙΟΝ, 7 Μαρτίου (Ἀθ. Πρ.).—Ἡ εἴδησις ἡ ὁποία ἐκυκλοφόρησε ὅτι ἡ Ρουμανικὴ ἀγγελία τῆς Σερβίας μετὰ τῆς Βουλγαρίας περὶ τῆς συμμαχίας, κατὰ τὸν Ὁκτώβριον ἐπίσης ἐδημοσιεύθη, εἶνε ἐντελῶς ἀβάσιμος. <box>18 1240 266 1332</box>
